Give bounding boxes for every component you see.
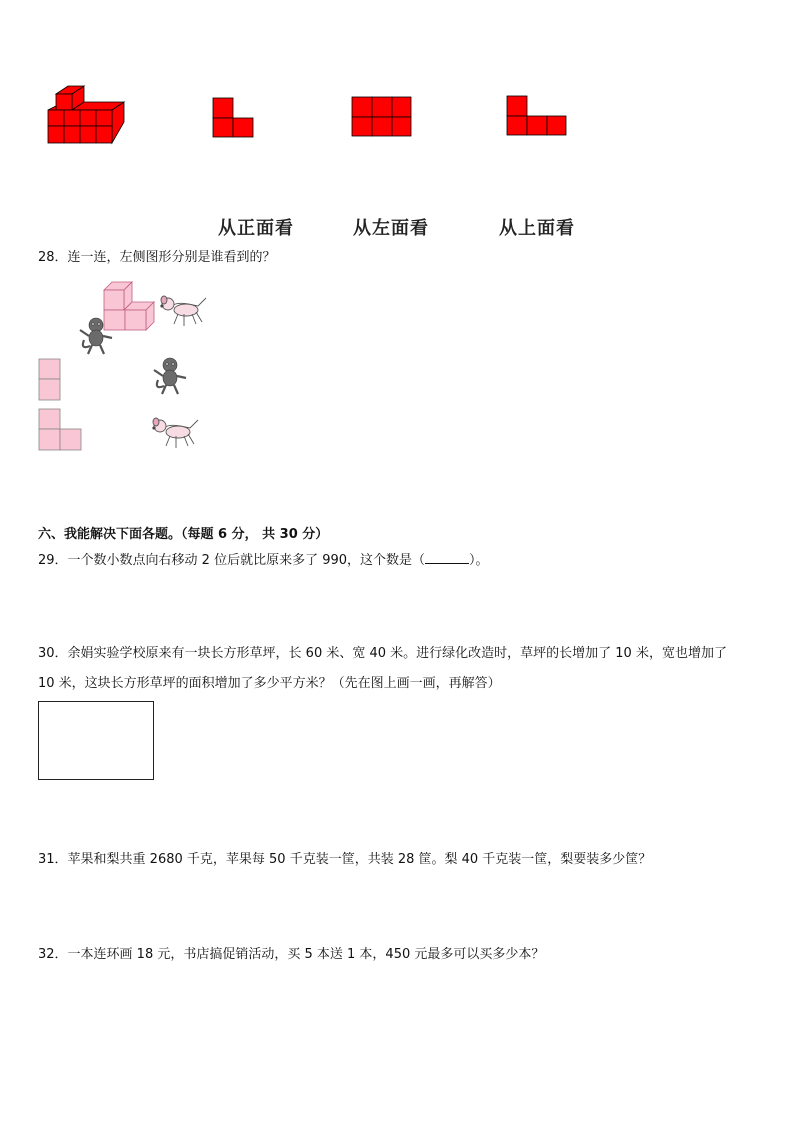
section-6-title: 六、我能解决下面各题。（每题 6 分， 共 30 分）: [38, 527, 329, 542]
label-left-view: 从左面看: [353, 218, 429, 239]
question-30-line-1: 30．余娟实验学校原来有一块长方形草坪，长 60 米、宽 40 米。进行绿化改造时，草坪的长增加了 10 米，宽也增加了: [38, 646, 727, 661]
question-29-text: 29．一个数小数点向右移动 2 位后就比原来多了 990，这个数是（: [38, 553, 426, 568]
rectangle-drawing-box[interactable]: [38, 701, 154, 780]
question-31: 31．苹果和梨共重 2680 千克，苹果每 50 千克装一筐，共装 28 筐。梨 40 千克装一筐，梨要装多少筐？: [38, 852, 652, 867]
question-30-line-2: 10 米，这块长方形草坪的面积增加了多少平方米？（先在图上画一画，再解答）: [38, 676, 501, 691]
monkey-figure-middle: [150, 356, 190, 396]
dog-figure-bottom: [150, 414, 202, 452]
answer-blank[interactable]: [425, 549, 469, 564]
shape-l-squares: [38, 408, 84, 452]
question-32: 32．一本连环画 18 元，书店搞促销活动，买 5 本送 1 本，450 元最多可以买多少本？: [38, 947, 545, 962]
label-front-view: 从正面看: [218, 218, 294, 239]
front-view-shape: [212, 97, 256, 139]
top-view-shape: [506, 95, 568, 137]
left-view-shape: [351, 96, 413, 138]
dog-figure-top: [158, 292, 210, 330]
red-cube-solid-figure: [44, 82, 128, 148]
monkey-figure-top: [76, 316, 116, 356]
question-29: [38, 549, 489, 571]
label-top-view: 从上面看: [499, 218, 575, 239]
shape-two-stacked-squares: [38, 358, 62, 402]
question-28: 28．连一连，左侧图形分别是谁看到的？: [38, 250, 276, 265]
question-29-end: ）。: [469, 553, 489, 568]
